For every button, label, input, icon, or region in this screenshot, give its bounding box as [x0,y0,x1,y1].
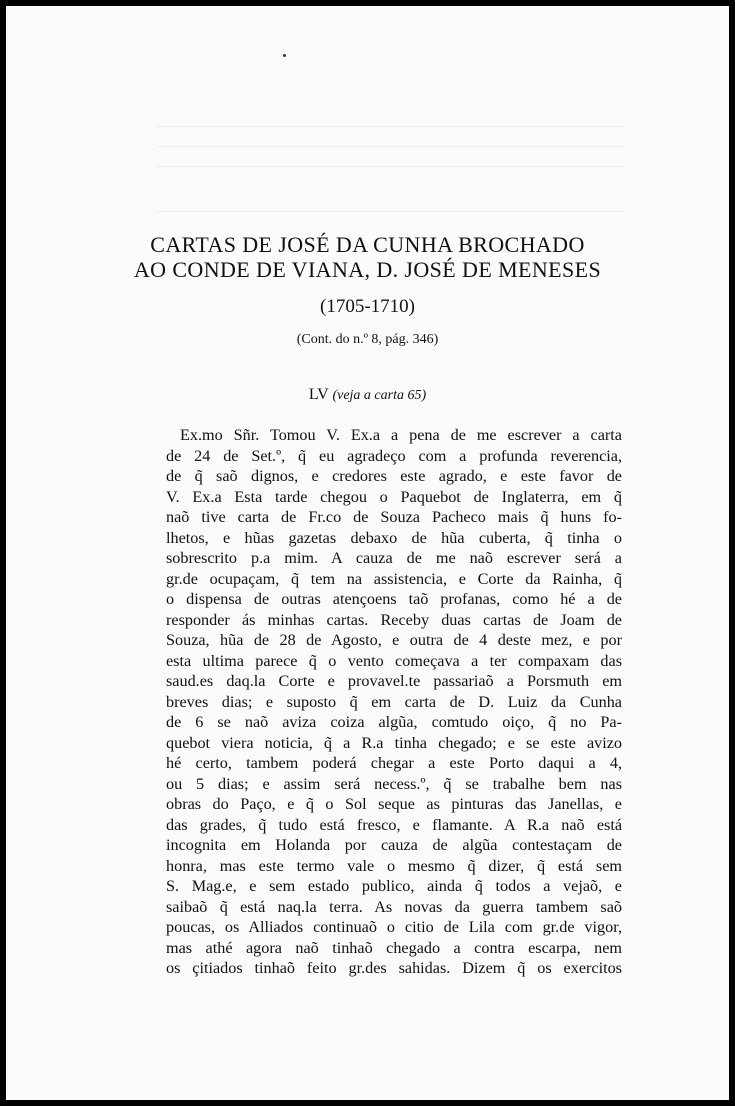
body-line: breves dias; e suposto q̃ em carta de D. Luiz da Cunha [166,692,622,711]
body-line: ou 5 dias; e assim será necess.º, q̃ se trabalhe bem nas [166,774,622,793]
bleed-through-line [156,166,626,167]
body-line: S. Mag.e, e sem estado publico, ainda q̃ todos a vejaõ, e [166,877,622,895]
body-line: sobrescrito p.a mim. A cauza de me naõ escrever será a [166,549,622,567]
body-line: lhetos, e hũas gazetas debaxo de hũa cuberta, q̃ tinha o [166,528,622,547]
body-line: naõ tive carta de Fr.co de Souza Pacheco mais q̃ huns fo- [166,508,622,526]
title-line-1: CARTAS DE JOSÉ DA CUNHA BROCHADO [150,232,585,257]
body-line: saibaõ q̃ está naq.la terra. As novas da guerra tambem saõ [166,897,622,916]
body-line: das grades, q̃ tudo está fresco, e flamante. A R.a naõ está [166,815,622,834]
body-line: mas athé agora naõ tinhaõ chegado a contra escarpa, nem [166,938,622,957]
body-line: obras do Paço, e q̃ o Sol seque as pinturas das Janellas, e [166,795,622,813]
document-page [6,6,729,1100]
body-line: de q̃ saõ dignos, e credores este agrado, e este favor de [166,467,622,485]
body-line: Ex.mo Sñr. Tomou V. Ex.a a pena de me escrever a carta [180,426,622,444]
letter-body [166,425,622,979]
body-line: gr.de ocupaçam, q̃ tem na assistencia, e Corte da Rainha, q̃ [166,569,622,588]
body-line: saud.es daq.la Corte e provavel.te passariaõ a Porsmuth em [166,672,622,690]
body-line: responder ás minhas cartas. Receby duas cartas de Joam de [166,610,622,629]
bleed-through-line [156,146,626,147]
letter-cross-reference: (veja a carta 65) [332,388,427,403]
body-line: hé certo, tambem poderá chegar a este Porto daqui a 4, [166,754,622,772]
body-line: V. Ex.a Esta tarde chegou o Paquebot de Inglaterra, em q̃ [166,487,622,506]
letter-number: LV [308,386,329,403]
body-line: poucas, os Alliados continuaõ o citio de Lila com gr.de vigor, [166,918,622,936]
body-line: esta ultima parece q̃ o vento começava a ter compaxam das [166,651,622,670]
body-line: de 6 se naõ aviza coiza algũa, comtudo oiço, q̃ no Pa- [166,713,622,731]
date-range: (1705-1710) [320,296,415,317]
continuation-note: (Cont. do n.º 8, pág. 346) [296,332,439,347]
body-line: de 24 de Set.º, q̃ eu agradeço com a profunda reverencia, [166,446,622,465]
bleed-through-line [156,126,626,127]
bleed-through-line [156,211,626,212]
body-line: quebot viera noticia, q̃ a R.a tinha chegado; e se este avizo [166,733,622,752]
body-line: o dispensa de outras atençoens taõ profanas, como hé a de [166,590,622,608]
body-line: honra, mas este termo vale o mesmo q̃ dizer, q̃ está sem [166,856,622,875]
body-line: os çitiados tinhaõ feito gr.des sahidas. Dizem q̃ os exercitos [166,959,622,977]
letter-heading [6,386,729,404]
body-line: Souza, hũa de 28 de Agosto, e outra de 4 deste mez, e por [166,631,622,649]
ink-speck [283,54,286,57]
title-line-2: AO CONDE DE VIANA, D. JOSÉ DE MENESES [133,257,602,282]
body-line: incognita em Holanda por cauza de algũa contestaçam de [166,836,622,854]
